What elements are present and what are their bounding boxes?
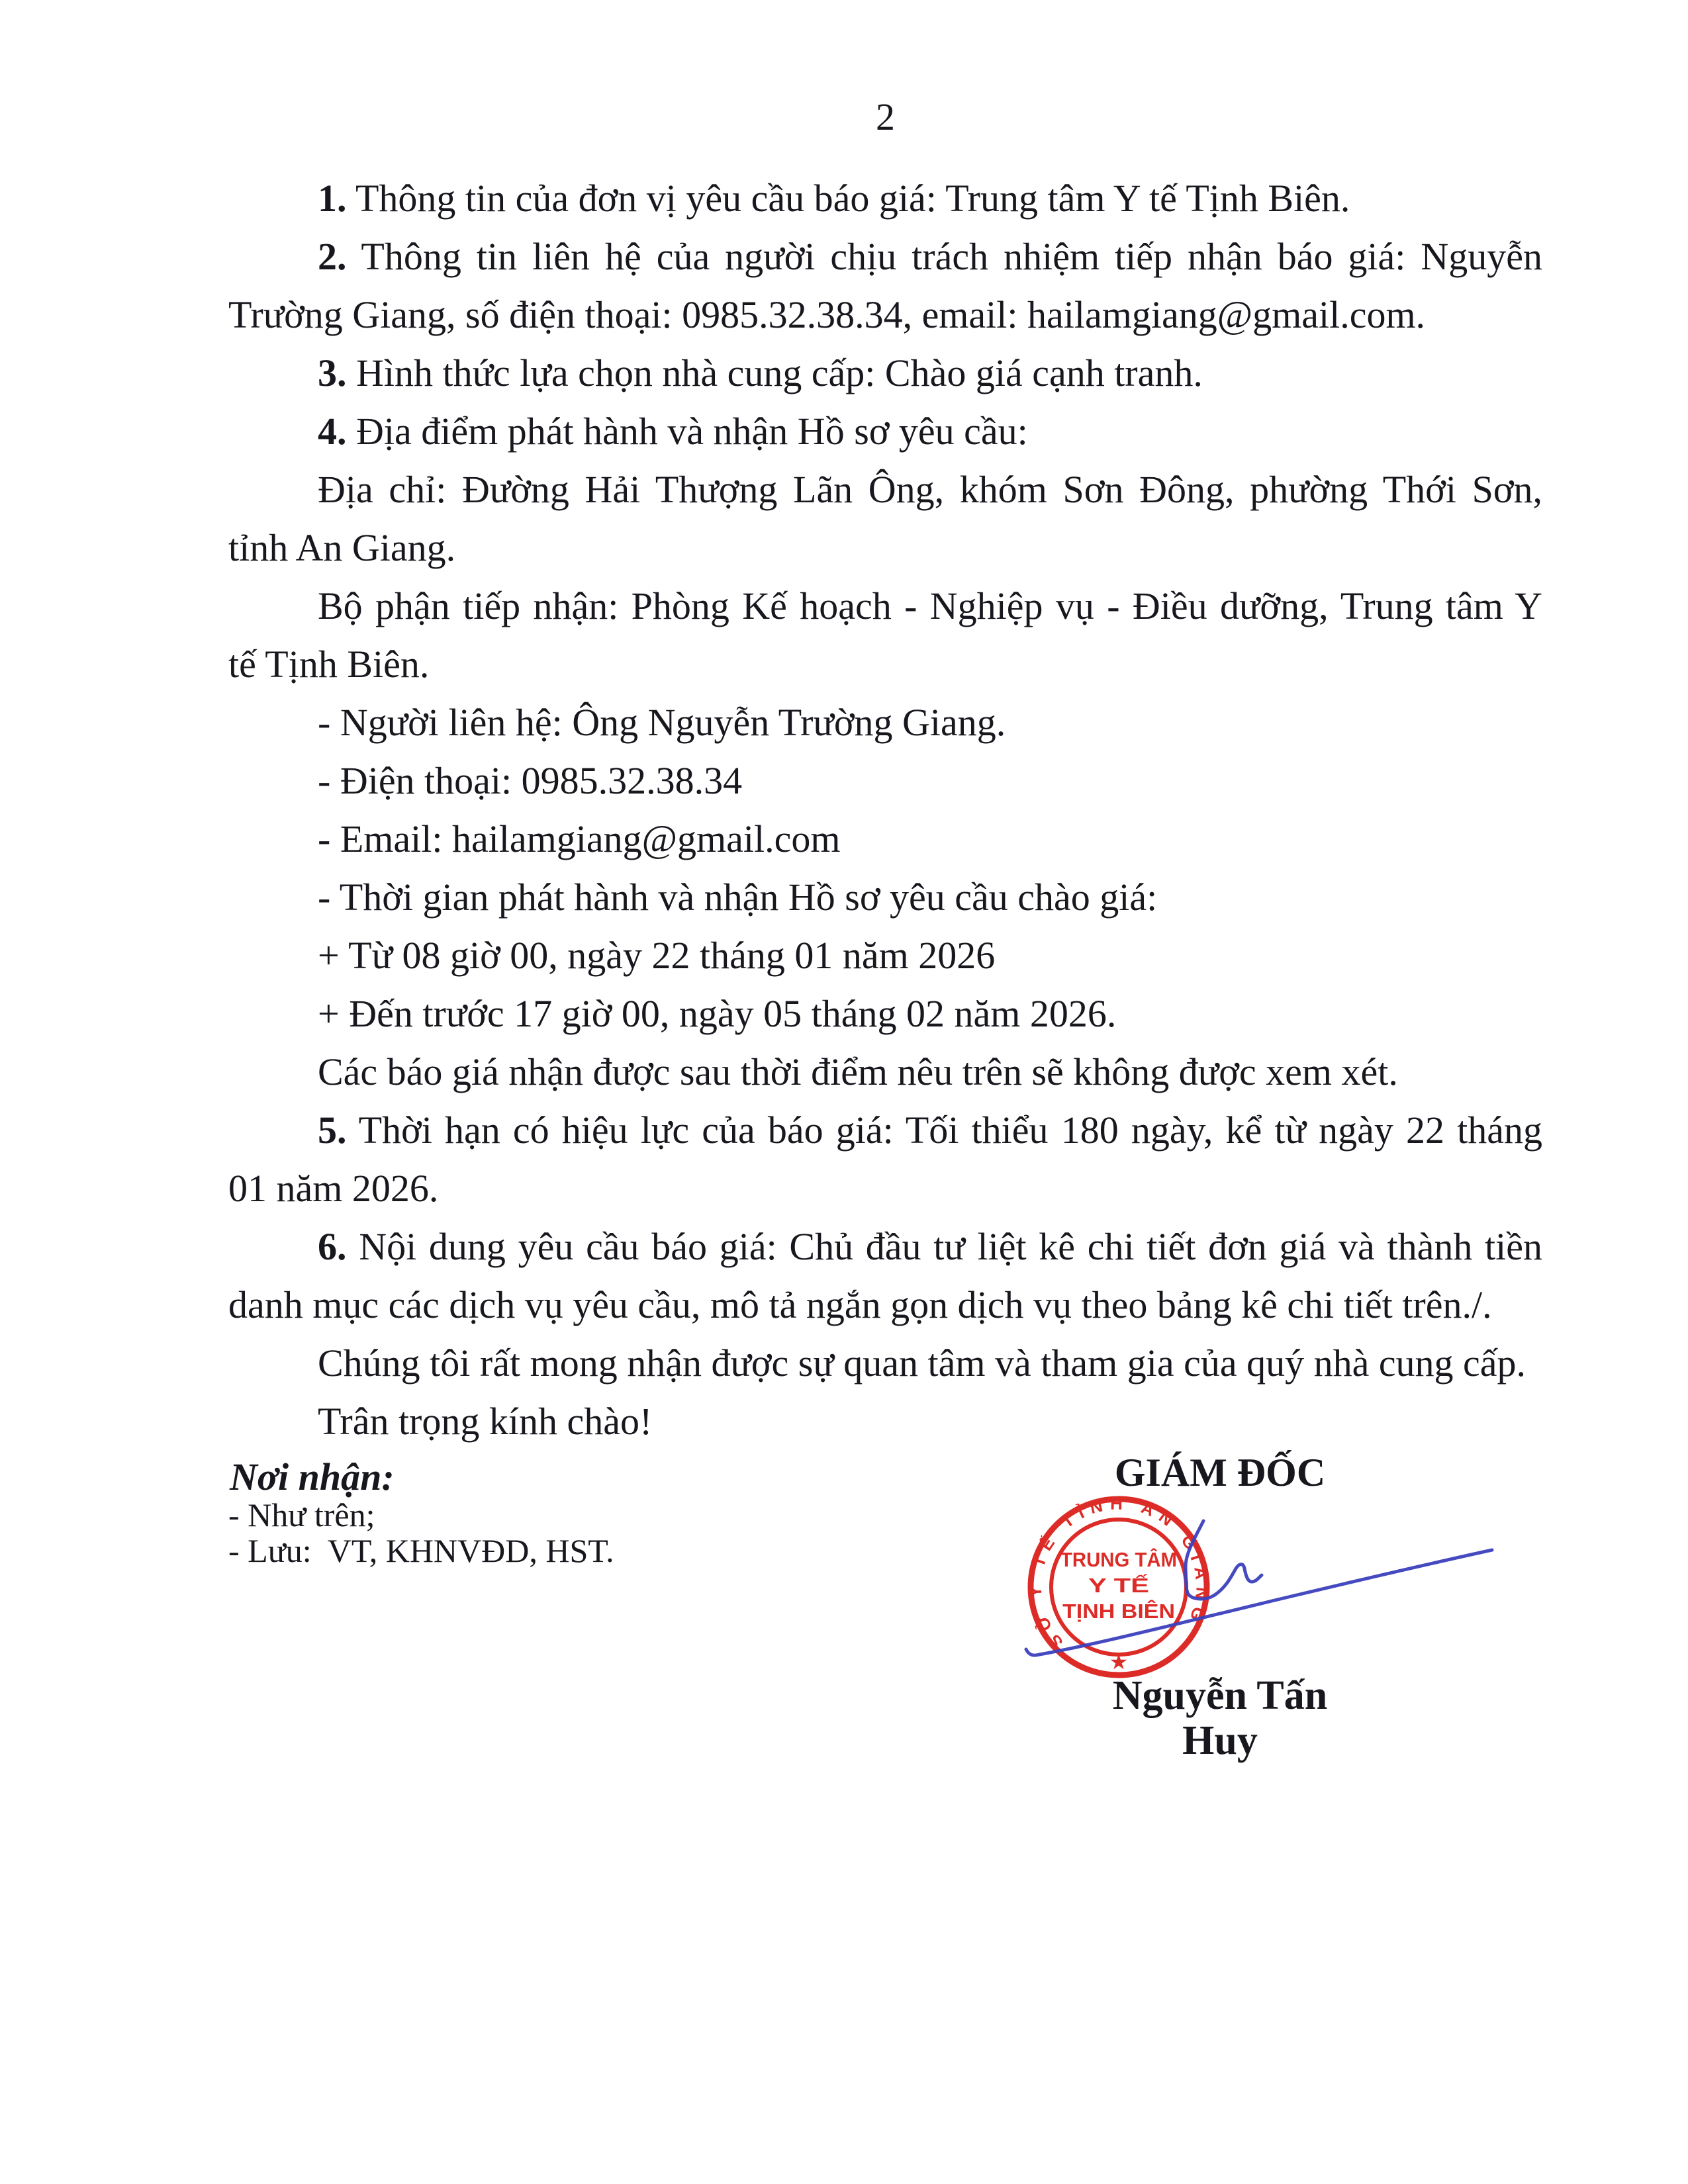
body-line: Bộ phận tiếp nhận: Phòng Kế hoạch - Nghiệp vụ - Điều dưỡng, Trung tâm Y <box>318 584 1542 627</box>
body-line: - Điện thoại: 0985.32.38.34 <box>318 759 743 802</box>
page-number: 2 <box>876 95 895 138</box>
body-line: 01 năm 2026. <box>228 1167 439 1210</box>
body-line: Trường Giang, số điện thoại: 0985.32.38.34, email: hailamgiang@gmail.com. <box>228 293 1426 336</box>
body-line: Các báo giá nhận được sau thời điểm nêu trên sẽ không được xem xét. <box>318 1050 1398 1093</box>
body-line: + Đến trước 17 giờ 00, ngày 05 tháng 02 năm 2026. <box>318 992 1117 1035</box>
signer-name: Nguyễn Tấn Huy <box>1112 1673 1328 1764</box>
body-line: 6. Nội dung yêu cầu báo giá: Chủ đầu tư liệt kê chi tiết đơn giá và thành tiền <box>318 1225 1542 1268</box>
stamp-ring-text: SỞ Y TẾ TỈNH AN GIANG <box>1025 1493 1213 1653</box>
body-line: 1. Thông tin của đơn vị yêu cầu báo giá: Trung tâm Y tế Tịnh Biên. <box>318 177 1350 220</box>
body-line: - Người liên hệ: Ông Nguyễn Trường Giang. <box>318 701 1006 744</box>
stamp-center-text: TỊNH BIÊN <box>1062 1600 1165 1623</box>
document-body <box>228 169 1542 1451</box>
body-line: 3. Hình thức lựa chọn nhà cung cấp: Chào giá cạnh tranh. <box>318 351 1203 394</box>
signature-icon <box>993 1482 1523 1694</box>
body-line: 4. Địa điểm phát hành và nhận Hồ sơ yêu cầu: <box>318 410 1028 453</box>
stamp-center-text: Y TẾ <box>1088 1574 1149 1597</box>
body-line: Địa chỉ: Đường Hải Thượng Lãn Ông, khóm Sơn Đông, phường Thới Sơn, <box>318 468 1542 511</box>
signature-tail-stroke <box>1026 1550 1492 1655</box>
body-line: danh mục các dịch vụ yêu cầu, mô tả ngắn gọn dịch vụ theo bảng kê chi tiết trên./. <box>228 1283 1492 1326</box>
director-title: GIÁM ĐỐC <box>1114 1451 1326 1494</box>
body-line: tỉnh An Giang. <box>228 526 456 569</box>
body-line: + Từ 08 giờ 00, ngày 22 tháng 01 năm 2026 <box>318 934 996 977</box>
body-line: - Email: hailamgiang@gmail.com <box>318 817 841 860</box>
recipient-item: - Lưu: VT, KHNVĐD, HST. <box>228 1532 614 1569</box>
body-line: tế Tịnh Biên. <box>228 643 430 686</box>
body-line: 2. Thông tin liên hệ của người chịu trách nhiệm tiếp nhận báo giá: Nguyễn <box>318 235 1542 278</box>
body-line: Trân trọng kính chào! <box>318 1400 653 1443</box>
body-line: 5. Thời hạn có hiệu lực của báo giá: Tối thiểu 180 ngày, kể từ ngày 22 tháng <box>318 1109 1542 1152</box>
recipients-heading: Nơi nhận: <box>230 1455 395 1498</box>
stamp-center-text: TRUNG TÂM <box>1060 1548 1184 1571</box>
recipient-item: - Như trên; <box>228 1496 375 1533</box>
body-line: Chúng tôi rất mong nhận được sự quan tâm và tham gia của quý nhà cung cấp. <box>318 1342 1526 1385</box>
signature-scribble-stroke <box>1186 1521 1262 1599</box>
body-line: - Thời gian phát hành và nhận Hồ sơ yêu cầu chào giá: <box>318 876 1158 919</box>
stamp-star-icon: ★ <box>1109 1650 1129 1674</box>
